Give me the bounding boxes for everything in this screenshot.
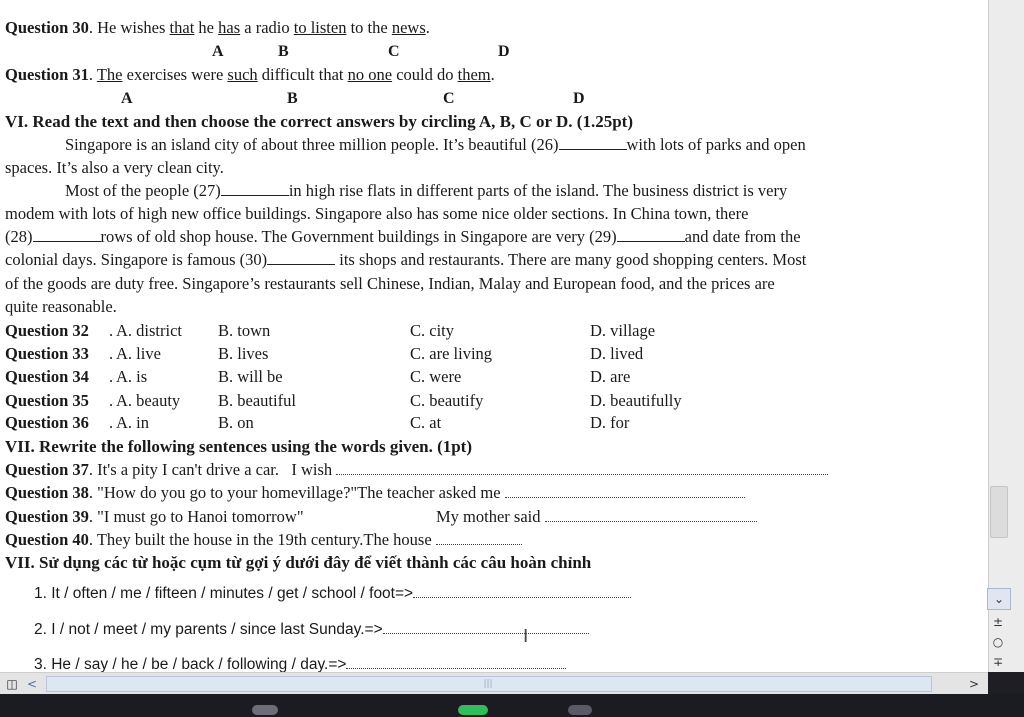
- mcq-option-c: C. city: [410, 321, 454, 340]
- mcq-option-a: A. is: [116, 367, 148, 386]
- sentence-text: 1. It / often / me / fifteen / minutes / get / school / foot=>: [34, 585, 414, 602]
- rewrite-text: . "How do you go to your homevillage?"The teacher asked me: [88, 483, 505, 502]
- mcq-option-a: A. beauty: [116, 391, 181, 410]
- mcq-dot: .: [109, 391, 118, 410]
- mcq-option-c: C. at: [410, 413, 442, 432]
- mcq-question: Question 35: [5, 391, 89, 410]
- mcq-option-a: A. in: [116, 413, 149, 432]
- rewrite-question: Question 39: [5, 507, 89, 526]
- q30-text-3: to the: [346, 18, 392, 37]
- section-6-heading: VI. Read the text and then choose the correct answers by circling A, B, C or D. (1.25pt): [5, 112, 633, 131]
- q31-option-d: them: [457, 65, 491, 84]
- answer-line: [336, 460, 828, 475]
- mcq-option-b: B. town: [218, 321, 271, 340]
- q30-end: .: [425, 18, 430, 37]
- passage-line-1: [65, 135, 806, 155]
- sentence-text: 2. I / not / meet / my parents / since last Sunday.=>: [34, 621, 383, 638]
- q31-text-1: exercises were: [122, 65, 228, 84]
- mcq-option-b: B. lives: [218, 344, 269, 363]
- answer-line: [545, 507, 757, 522]
- mcq-option-a: A. district: [116, 321, 182, 340]
- taskbar-indicator: [252, 705, 278, 715]
- passage-line-3: [65, 181, 787, 201]
- rewrite-40: [5, 530, 522, 550]
- mcq-dot: .: [109, 344, 118, 363]
- text-cursor-icon: I: [523, 626, 529, 647]
- mcq-dot: .: [109, 367, 118, 386]
- mcq-option-d: D. for: [590, 413, 630, 432]
- mcq-question: Question 34: [5, 367, 89, 386]
- rewrite-39-continued: [436, 507, 757, 527]
- answer-line: [346, 654, 566, 669]
- circle-icon[interactable]: ○: [992, 635, 1004, 649]
- q30-text-1: he: [194, 18, 219, 37]
- question-30-label: Question 30: [5, 18, 89, 37]
- taskbar-indicator-green: [458, 705, 488, 715]
- q31-option-a: The: [96, 65, 123, 84]
- passage-line-6: [5, 250, 806, 270]
- q31-text: .: [88, 65, 97, 84]
- mcq-option-c: C. beautify: [410, 391, 484, 410]
- blank-28: [33, 227, 101, 242]
- taskbar-indicator: [568, 705, 592, 715]
- question-30: [5, 18, 430, 38]
- passage-line-4: modem with lots of high new office buildings. Singapore also has some nice older sections. In China town, there: [5, 204, 749, 223]
- mcq-option-d: D. lived: [590, 344, 644, 363]
- up-arrow-icon[interactable]: ±: [992, 615, 1004, 629]
- mcq-option-a: A. live: [116, 344, 161, 363]
- mcq-dot: .: [109, 413, 118, 432]
- mcq-option-d: D. village: [590, 321, 656, 340]
- q30-text-2: a radio: [240, 18, 294, 37]
- chevron-down-icon[interactable]: ⌄: [987, 588, 1011, 610]
- q30-label-b: B: [278, 43, 289, 60]
- rewrite-39: [5, 507, 304, 527]
- q30-text: . He wishes: [88, 18, 170, 37]
- passage-text: (28): [5, 227, 33, 246]
- q30-option-c: to listen: [293, 18, 347, 37]
- question-31: [5, 65, 495, 85]
- book-icon[interactable]: ◫: [6, 677, 18, 691]
- mcq-option-d: D. beautifully: [590, 391, 682, 410]
- q30-option-d: news: [391, 18, 426, 37]
- mcq-option-c: C. are living: [410, 344, 493, 363]
- passage-line-7: of the goods are duty free. Singapore’s restaurants sell Chinese, Indian, Malay and European food, and the prices are: [5, 274, 775, 293]
- question-31-label: Question 31: [5, 65, 89, 84]
- passage-line-5: [5, 227, 801, 247]
- q31-text-2: difficult that: [257, 65, 348, 84]
- q31-option-b: such: [227, 65, 258, 84]
- passage-text: rows of old shop house. The Government buildings in Singapore are very (29): [100, 227, 617, 246]
- mcq-option-b: B. will be: [218, 367, 283, 386]
- mcq-question: Question 33: [5, 344, 89, 363]
- chevron-left-icon[interactable]: <: [26, 677, 38, 691]
- blank-30: [267, 250, 335, 265]
- passage-text: with lots of parks and open: [626, 135, 806, 154]
- mcq-question: Question 32: [5, 321, 89, 340]
- q30-label-c: C: [388, 43, 400, 60]
- answer-line: [383, 619, 589, 634]
- rewrite-text: . It's a pity I can't drive a car. I wish: [88, 460, 337, 479]
- section-7b-heading: VII. Sử dụng các từ hoặc cụm từ gợi ý dưới đây để viết thành các câu hoàn chỉnh: [5, 553, 592, 572]
- q31-option-c: no one: [347, 65, 393, 84]
- mcq-dot: .: [109, 321, 118, 340]
- passage-line-8: quite reasonable.: [5, 297, 117, 316]
- sentence-3: [34, 654, 566, 672]
- rewrite-text: My mother said: [436, 507, 545, 526]
- rewrite-question: Question 40: [5, 530, 89, 549]
- rewrite-37: [5, 460, 828, 480]
- rewrite-38: [5, 483, 745, 503]
- q30-label-d: D: [498, 43, 510, 60]
- q31-label-d: D: [573, 90, 585, 107]
- q30-label-a: A: [212, 43, 224, 60]
- rewrite-text: . They built the house in the 19th century.The house: [88, 530, 436, 549]
- q31-text-3: could do: [392, 65, 458, 84]
- q31-label-a: A: [121, 90, 133, 107]
- passage-text: Most of the people (27): [65, 181, 221, 200]
- q31-label-c: C: [443, 90, 455, 107]
- vertical-scroll-thumb[interactable]: [990, 486, 1008, 538]
- q30-option-a: that: [169, 18, 195, 37]
- down-arrow-icon[interactable]: ∓: [992, 655, 1004, 669]
- q30-option-b: has: [218, 18, 241, 37]
- vertical-scrollbar[interactable]: [988, 0, 1024, 672]
- sentence-text: 3. He / say / he / be / back / following / day.=>: [34, 656, 347, 672]
- mcq-option-b: B. beautiful: [218, 391, 296, 410]
- passage-text: its shops and restaurants. There are many good shopping centers. Most: [335, 250, 807, 269]
- grip-icon: |||: [483, 679, 493, 689]
- passage-text: in high rise flats in different parts of the island. The business district is very: [288, 181, 788, 200]
- passage-line-2: spaces. It’s also a very clean city.: [5, 158, 224, 177]
- blank-26: [559, 135, 627, 150]
- mcq-option-d: D. are: [590, 367, 631, 386]
- mcq-option-b: B. on: [218, 413, 254, 432]
- q31-end: .: [490, 65, 495, 84]
- chevron-right-icon[interactable]: >: [968, 677, 980, 691]
- rewrite-question: Question 38: [5, 483, 89, 502]
- answer-line: [436, 530, 522, 545]
- sentence-1: [34, 583, 631, 604]
- rewrite-text: . "I must go to Hanoi tomorrow": [88, 507, 304, 526]
- section-7-heading: VII. Rewrite the following sentences using the words given. (1pt): [5, 437, 473, 456]
- taskbar: [0, 694, 1024, 717]
- answer-line: [413, 583, 631, 598]
- passage-text: colonial days. Singapore is famous (30): [5, 250, 268, 269]
- passage-text: Singapore is an island city of about three million people. It’s beautiful (26): [65, 135, 559, 154]
- answer-line: [505, 483, 745, 498]
- blank-29: [617, 227, 685, 242]
- sentence-2: [34, 619, 589, 640]
- q31-label-b: B: [287, 90, 298, 107]
- mcq-question: Question 36: [5, 413, 89, 432]
- blank-27: [221, 181, 289, 196]
- rewrite-question: Question 37: [5, 460, 89, 479]
- passage-text: and date from the: [684, 227, 801, 246]
- mcq-option-c: C. were: [410, 367, 462, 386]
